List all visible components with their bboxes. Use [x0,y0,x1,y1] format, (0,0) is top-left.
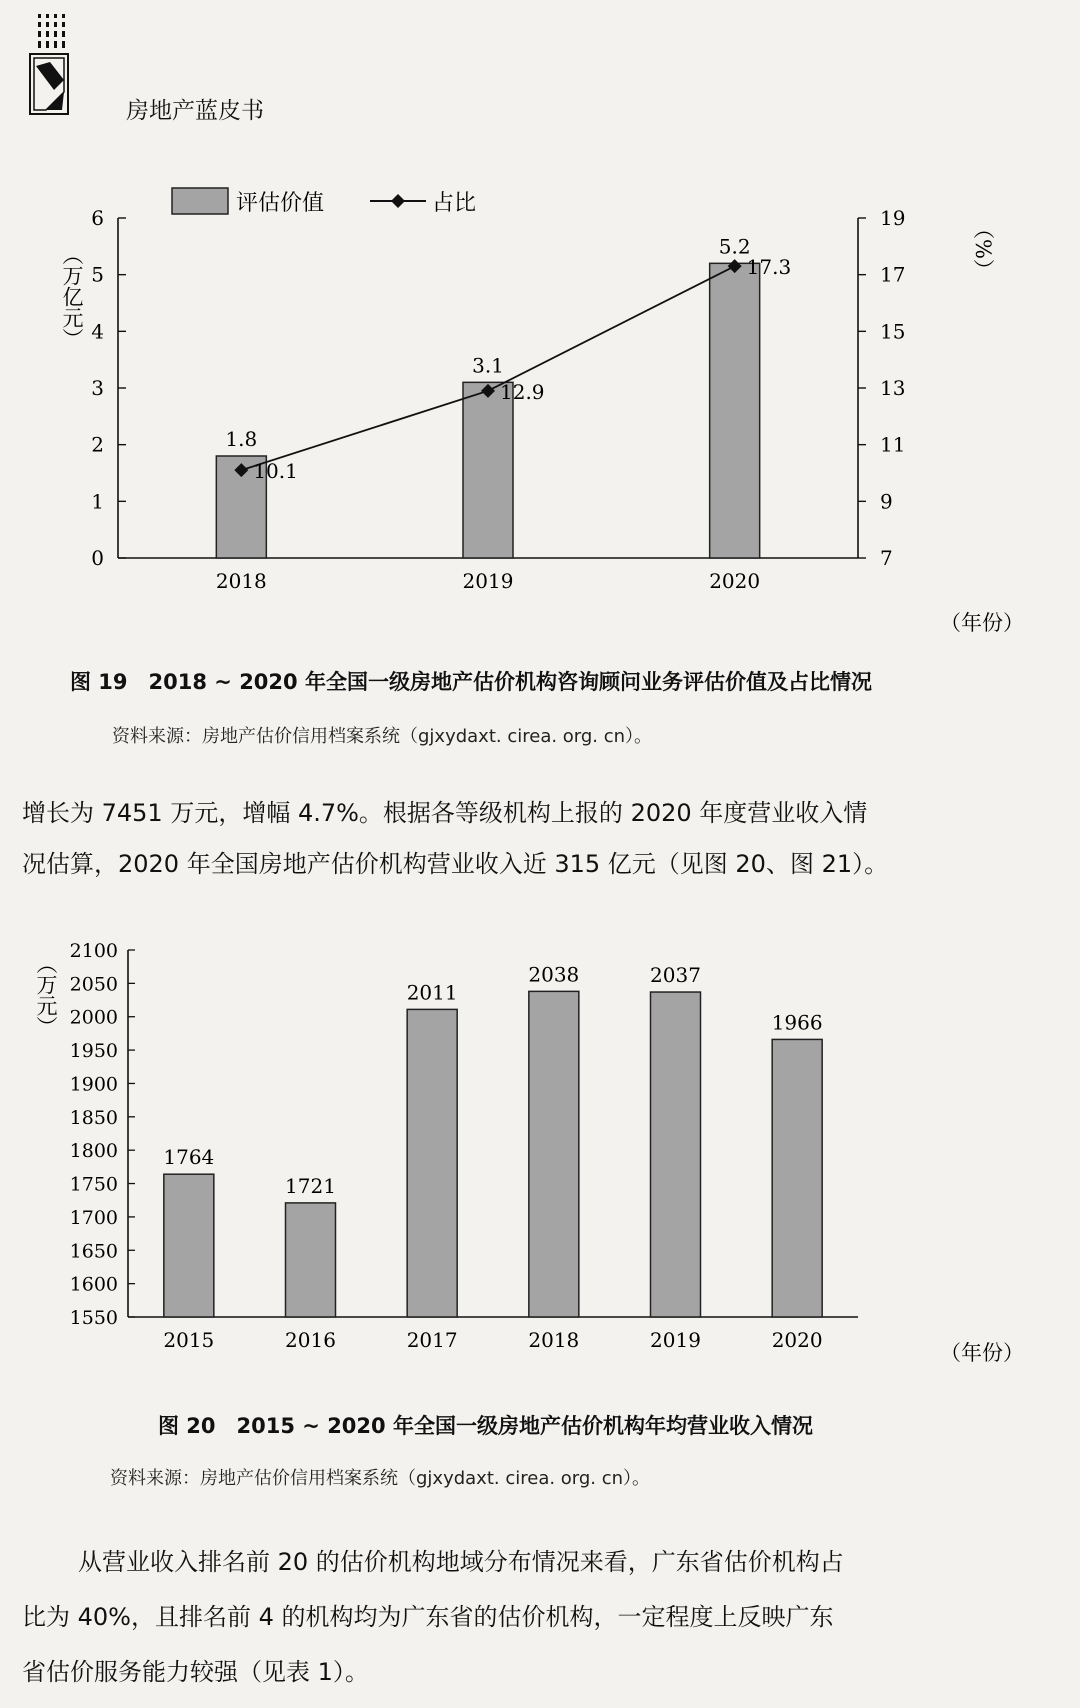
y-tick-label: 1700 [69,1206,118,1229]
book-title: 房地产蓝皮书 [126,98,264,124]
y-tick-label: 1600 [69,1273,118,1296]
line-value-label: 17.3 [746,255,792,280]
bar-value-label: 1764 [163,1145,215,1170]
line-value-label: 10.1 [253,459,298,484]
figure19-ylabel-left: （万亿元） [60,244,84,349]
legend-line-label: 占比 [432,191,477,216]
bar-value-label: 1721 [285,1173,336,1198]
x-tick-label: 2019 [462,569,514,593]
y-tick-label-right: 19 [880,206,906,230]
bar-value-label: 2037 [650,963,701,988]
y-tick-label-left: 1 [91,489,104,514]
line-value-label: 12.9 [500,379,545,404]
y-tick-label: 2100 [69,940,118,962]
figure19-ylabel-right: （%） [971,218,995,280]
y-tick-label: 2050 [69,973,118,996]
y-tick-label: 1650 [69,1240,118,1263]
figure20-xlabel: （年份） [940,1341,1024,1365]
y-tick-label-right: 11 [880,432,906,457]
legend-line-marker [391,194,405,208]
figure19-chart [0,180,1080,650]
bar-2020 [772,1039,822,1317]
y-tick-label-right: 13 [880,376,906,400]
figure19-source: 资料来源：房地产估价信用档案系统（gjxydaxt. cirea. org. cn）。 [112,726,653,747]
book-logo-icon [28,10,118,120]
y-tick-label: 1850 [69,1106,118,1129]
y-tick-label-left: 4 [91,319,104,344]
x-tick-label: 2019 [650,1328,701,1352]
bar-value-label: 2011 [406,980,458,1005]
x-tick-label: 2018 [528,1328,580,1352]
y-tick-label: 1550 [69,1307,118,1329]
bar-value-label: 3.1 [472,353,504,378]
paragraph-line: 从营业收入排名前 20 的估价机构地域分布情况来看，广东省估价机构占 [78,1548,844,1576]
y-tick-label: 1750 [69,1173,118,1196]
bar-2018 [529,991,579,1317]
bar-value-label: 1966 [771,1010,823,1035]
bar-2016 [286,1203,336,1317]
body-paragraph-1 [22,788,1062,890]
bar-value-label: 2038 [528,962,580,987]
x-tick-label: 2016 [285,1328,336,1352]
bar-2020 [710,263,760,558]
body-paragraph-2 [22,1535,1062,1700]
y-tick-label-left: 3 [91,376,104,400]
page-header [28,10,328,124]
x-tick-label: 2017 [406,1328,458,1352]
paragraph-line: 增长为 7451 万元，增幅 4.7%。根据各等级机构上报的 2020 年度营业收入情 [22,799,868,827]
paragraph-line: 省估价服务能力较强（见表 1）。 [22,1658,369,1686]
bar-value-label: 1.8 [225,427,258,451]
x-tick-label: 2020 [771,1328,823,1352]
bar-2019 [651,992,701,1317]
y-tick-label-right: 17 [880,262,906,287]
bar-2019 [463,382,513,558]
x-tick-label: 2020 [709,569,761,593]
figure19-xlabel: （年份） [940,611,1024,635]
bar-2015 [164,1174,214,1317]
figure19-caption: 图 19 2018 ~ 2020 年全国一级房地产估价机构咨询顾问业务评估价值及占比情况 [70,670,872,694]
y-tick-label-left: 0 [91,546,104,570]
paragraph-line: 况估算，2020 年全国房地产估价机构营业收入近 315 亿元（见图 20、图 21）。 [22,850,889,878]
figure20-caption: 图 20 2015 ~ 2020 年全国一级房地产估价机构年均营业收入情况 [158,1414,813,1438]
y-tick-label-right: 15 [880,319,906,344]
legend-bar-label: 评估价值 [236,191,325,216]
bar-2017 [407,1009,457,1317]
y-tick-label: 1900 [69,1073,118,1096]
y-tick-label-right: 7 [880,546,893,570]
y-tick-label: 2000 [69,1006,118,1029]
figure20-ylabel: （万元） [34,953,58,1037]
legend-bar-swatch [172,188,228,214]
y-tick-label-left: 6 [91,206,104,230]
paragraph-line: 比为 40%，且排名前 4 的机构均为广东省的估价机构，一定程度上反映广东 [22,1603,834,1631]
x-tick-label: 2018 [215,569,267,593]
y-tick-label: 1800 [69,1140,118,1163]
x-tick-label: 2015 [163,1328,215,1352]
figure20-chart [0,935,1080,1375]
y-tick-label-right: 9 [880,489,893,514]
bar-value-label: 5.2 [718,234,751,259]
figure19-legend [172,188,476,216]
figure20-source: 资料来源：房地产估价信用档案系统（gjxydaxt. cirea. org. cn）。 [110,1468,651,1489]
y-tick-label-left: 5 [91,262,104,287]
y-tick-label-left: 2 [91,432,104,457]
y-tick-label: 1950 [69,1040,118,1063]
